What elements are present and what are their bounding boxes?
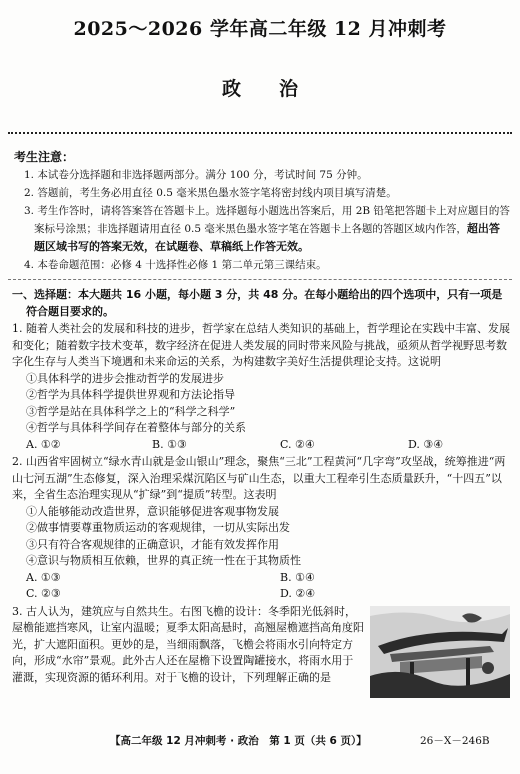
section-heading: 一、选择题：本大题共 16 小题，每小题 3 分，共 48 分。在每小题给出的四个选项中，只有一项是 bbox=[12, 288, 503, 301]
question-2-choice-c: C. ②③ bbox=[26, 587, 61, 600]
question-2-choice-d: D. ②④ bbox=[280, 587, 316, 600]
question-2-choice-a: A. ①③ bbox=[26, 570, 61, 584]
question-2 bbox=[12, 454, 512, 603]
question-2-choice-b: B. ①④ bbox=[280, 570, 315, 584]
notice-item-4: 4. 本卷命题范围：必修 4 十选择性必修 1 第二单元第三课结束。 bbox=[24, 259, 327, 271]
question-1-choice-a: A. ①② bbox=[26, 437, 61, 451]
question-2-choices-row-2 bbox=[12, 586, 512, 603]
notice-item-2: 2. 答题前，考生务必用直径 0.5 毫米黑色墨水签字笔将密封线内项目填写清楚。 bbox=[24, 187, 397, 199]
question-1-choices bbox=[12, 437, 512, 454]
question-3-stem: 3. 古人认为，建筑应与自然共生。右图飞檐的设计：冬季阳光低斜时，屋檐能遮挡寒风，让室内温暖；夏季太阳高悬时，高翘屋檐遮挡高角度阳光，扩大遮阳面积。更妙的是，当细雨飘落，飞檐会将雨水引向特定方向，形成“水帘”景观。此外古人还在屋檐下设置陶罐接水，将雨水用于灌溉，实现资源的循环利用。对于飞檐的设计，下列理解正确的是 bbox=[12, 604, 364, 684]
question-2-option-1: ①人能够能动改造世界，意识能够促进客观事物发展 bbox=[26, 504, 279, 518]
question-2-stem: 2. 山西省牢固树立“绿水青山就是金山银山”理念，聚焦“三北”工程黄河“几字弯”攻坚战，统筹推进“两山七河五湖”生态修复，深入治理采煤沉陷区与矿山生态，以重大工程牵引生态质量跃升，“十四五”以来，全省生态治理实现从“扩绿”到“提质”转型。这表明 bbox=[12, 455, 506, 501]
question-1-option-3: ③哲学是站在具体科学之上的“科学之科学” bbox=[26, 404, 236, 418]
pagoda-eave-image bbox=[370, 606, 510, 698]
question-1-choice-d: D. ③④ bbox=[408, 437, 444, 451]
question-1-choice-c: C. ②④ bbox=[280, 437, 315, 451]
subject-title: 政 治 bbox=[221, 78, 298, 100]
section-divider bbox=[8, 279, 512, 280]
question-2-option-4: ④意识与物质相互依赖，世界的真正统一性在于其物质性 bbox=[26, 554, 301, 567]
notice-item-3-text: 3. 考生作答时，请将答案答在答题卡上。选择题每小题选出答案后，用 2B 铅笔把答题卡上对应题目的答案标号涂黑；非选择题请用直径 0.5 毫米黑色墨水签字笔在答题卡上各题的答题区域内作答， bbox=[24, 205, 510, 235]
question-1-option-2: ②哲学为具体科学提供世界观和方法论指导 bbox=[26, 388, 235, 401]
question-1-option-4: ④哲学与具体科学间存在着整体与部分的关系 bbox=[26, 421, 246, 434]
question-1-choice-b: B. ①③ bbox=[152, 437, 187, 451]
question-2-option-3: ③只有符合客观规律的正确意识，才能有效发挥作用 bbox=[26, 537, 279, 551]
footer-page-info: 【高二年级 12 月冲刺考 · 政治 第 1 页（共 6 页）】 bbox=[110, 735, 367, 747]
notice-item-1: 1. 本试卷分选择题和非选择题两部分。满分 100 分，考试时间 75 分钟。 bbox=[24, 169, 368, 181]
question-2-choices-row-1 bbox=[12, 570, 512, 587]
eave-photo bbox=[370, 606, 510, 698]
section-heading-cont: 符合题目要求的。 bbox=[26, 304, 114, 318]
question-1-stem: 1. 随着人类社会的发展和科技的进步，哲学家在总结人类知识的基础上，哲学理论在实践中丰富、发展和变化；随着数字技术变革，数字经济在促进人类发展的同时带来风险与挑战，亟须从哲学视野思考数字化生存与人类当下境遇和未来命运的关系，为构建数字美好生活提供理论支持。这说明 bbox=[12, 322, 510, 368]
notice-heading: 考生注意： bbox=[14, 150, 75, 164]
exam-title: 2025～2026 学年高二年级 12 月冲刺考 bbox=[73, 18, 447, 40]
question-2-option-2: ②做事情要尊重物质运动的客观规律，一切从实际出发 bbox=[26, 521, 290, 534]
dotted-divider bbox=[8, 132, 512, 134]
question-1 bbox=[12, 321, 512, 453]
question-1-option-1: ①具体科学的进步会推动哲学的发展进步 bbox=[26, 371, 224, 385]
footer-code: 26－X－246B bbox=[420, 735, 490, 747]
notice-item-3-bold: 超出答题区域书写的答案无效，在试题卷、草稿纸上作答无效。 bbox=[34, 222, 500, 253]
notice-item-3 bbox=[14, 202, 510, 256]
notice-block bbox=[14, 149, 510, 274]
